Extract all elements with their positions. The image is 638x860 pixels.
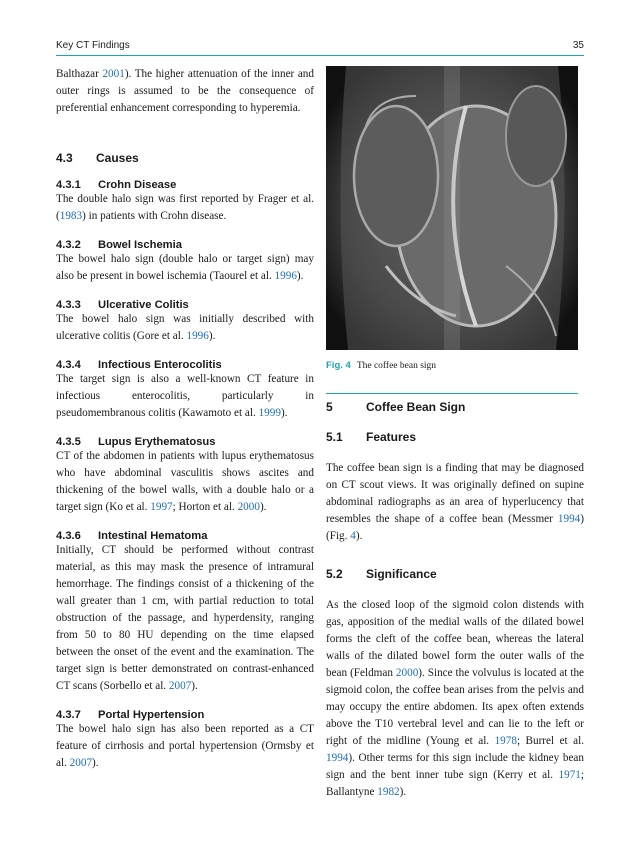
citation-link[interactable]: 1996 [274,270,297,282]
paragraph-5-2: As the closed loop of the sigmoid colon distends with gas, apposition of the medial walls of the dilated bowel forms the cleft of the coffee bean, whereas the lateral walls of the dilated bowel form the outer walls of the bean (Feldman 2000). Since the volvulus is located at the sigmoid colon, the coffee bean arises from the pelvis and may occupy the entire abdomen. Its apex often extends above the T10 vertebral level and can lie to the left or right of the midline (Young et al. 1978; Burrel et al. 1994). Other terms for this sign include the kidney bean sign and the bent inner tube sign (Kerry et al. 1971; Ballantyne 1982). [326,599,585,798]
section-rule [326,393,578,394]
paragraph-5-1: The coffee bean sign is a finding that may be diagnosed on CT scout views. It was originally defined on supine abdominal radiographs as an area of hyperlucency that resembles the shape of a coffee bean (Messmer 1994) (Fig. 4). [326,462,584,542]
subsection-heading-4-3-1: 4.3.1 Crohn Disease [56,179,177,191]
subsection-heading-4-3-6: 4.3.6 Intestinal Hematoma [56,530,208,542]
section-heading-4-3: 4.3 Causes [56,151,139,165]
citation-link[interactable]: 1996 [186,330,209,342]
citation-link[interactable]: 1978 [494,735,517,747]
citation-link[interactable]: 2000 [237,501,260,513]
subsection-heading-4-3-5: 4.3.5 Lupus Erythematosus [56,436,216,448]
citation-link[interactable]: 1997 [150,501,173,513]
header-rule [56,55,584,56]
citation-link[interactable]: 2007 [168,680,192,692]
left-column [56,66,314,772]
paragraph-4-3-4: The target sign is also a well-known CT feature in infectious enterocolitis, particularly in pseudomembranous colitis (Kawamoto et al. 1999). [56,373,314,419]
citation-link[interactable]: 2007 [69,757,93,769]
subsection-heading-4-3-2: 4.3.2 Bowel Ischemia [56,239,182,251]
paragraph-4-3-6: Initially, CT should be performed without contrast material, as this may mask the presence of intramural hemorrhage. The findings consist of a thickening of the wall greater than 1 cm, with partial reduction to total obstruction of the passage, and hyperdensity, ranging from 50 to 80 HU depending on the time elapsed between the onset of the event and the examination. The target sign is better demonstrated on contrast-enhanced CT scans (Sorbello et al. 2007). [56,544,314,692]
citation-link[interactable]: 2001 [102,68,125,80]
page-number: 35 [572,40,584,51]
ct-image-illustration [326,66,578,350]
paragraph-4-3-5: CT of the abdomen in patients with lupus erythematosus who have abdominal vasculitis shows ascites and thickening of the bowel walls, with a double halo or a target sign (Ko et al. 1997; Horton et al. 2000). [56,450,314,513]
section-heading-5: 5 Coffee Bean Sign [326,400,466,414]
running-header [56,40,584,56]
right-column [326,66,584,801]
figure-label: Fig. 4 [326,360,351,371]
paragraph-4-3-3: The bowel halo sign was initially described with ulcerative colitis (Gore et al. 1996). [56,313,314,342]
paragraph-4-3-7: The bowel halo sign has also been reported as a CT feature of cirrhosis and portal hypertension (Ormsby et al. 2007). [56,723,314,769]
figure-caption: Fig. 4 The coffee bean sign [326,360,437,371]
citation-link[interactable]: 1999 [258,407,281,419]
citation-link[interactable]: 2000 [395,667,419,679]
citation-link[interactable]: 1982 [377,786,400,798]
intro-paragraph: Balthazar 2001). The higher attenuation of the inner and outer rings is assumed to be the consequence of preferential enhancement corresponding to hyperemia. [56,68,314,114]
paragraph-4-3-2: The bowel halo sign (double halo or target sign) may also be present in bowel ischemia (Taourel et al. 1996). [56,253,314,282]
subsection-heading-4-3-4: 4.3.4 Infectious Enterocolitis [56,359,222,371]
paragraph-4-3-1: The double halo sign was first reported by Frager et al. (1983) in patients with Crohn disease. [56,193,314,222]
citation-link[interactable]: 1994 [326,752,349,764]
ct-scout-image [326,66,578,350]
section-heading-5-2: 5.2 Significance [326,567,437,581]
subsection-heading-4-3-3: 4.3.3 Ulcerative Colitis [56,299,189,311]
citation-link[interactable]: 1983 [59,210,83,222]
subsection-heading-4-3-7: 4.3.7 Portal Hypertension [56,709,205,721]
running-title: Key CT Findings [56,40,130,51]
citation-link[interactable]: 1994 [557,513,581,525]
citation-link[interactable]: 1971 [558,769,581,781]
section-heading-5-1: 5.1 Features [326,430,417,444]
figure-reference-link[interactable]: 4 [350,530,356,542]
